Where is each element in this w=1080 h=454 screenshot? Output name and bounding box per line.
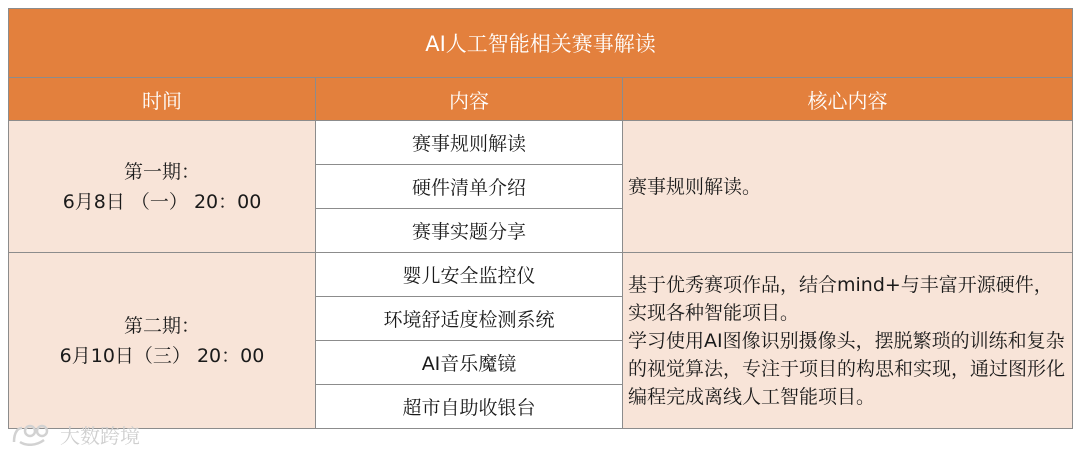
watermark-text: 大数跨境 [60,423,140,448]
period-2-cell [9,253,316,429]
core-paragraph: 基于优秀赛项作品，结合mind+与丰富开源硬件，实现各种智能项目。 [628,273,1053,324]
watermark-logo-icon [10,422,54,446]
period-1-label: 第一期： [123,160,200,183]
topic-item: 超市自助收银台 [316,385,623,429]
topic-item: 赛事实题分享 [316,209,623,253]
core-paragraph: 赛事规则解读。 [628,175,762,198]
table-row [9,121,1073,165]
period-2-label: 第二期： [123,314,200,337]
header-time: 时间 [9,78,316,121]
watermark [10,420,140,448]
header-row [9,78,1073,121]
topic-item: AI音乐魔镜 [316,341,623,385]
topic-item: 婴儿安全监控仪 [316,253,623,297]
topic-item: 赛事规则解读 [316,121,623,165]
period-1-core [623,121,1073,253]
period-2-core [623,253,1073,429]
header-content: 内容 [316,78,623,121]
table-title: AI人工智能相关赛事解读 [9,9,1073,78]
table-row [9,253,1073,297]
event-schedule-table [8,8,1073,429]
topic-item: 环境舒适度检测系统 [316,297,623,341]
period-1-cell [9,121,316,253]
core-paragraph: 学习使用AI图像识别摄像头，摆脱繁琐的训练和复杂的视觉算法，专注于项目的构思和实现，通过图形化编程完成离线人工智能项目。 [628,329,1066,408]
period-1-datetime: 6月8日 （一） 20：00 [62,190,262,213]
topic-item: 硬件清单介绍 [316,165,623,209]
title-row [9,9,1073,78]
header-core: 核心内容 [623,78,1073,121]
period-2-datetime: 6月10日（三） 20：00 [59,344,265,367]
